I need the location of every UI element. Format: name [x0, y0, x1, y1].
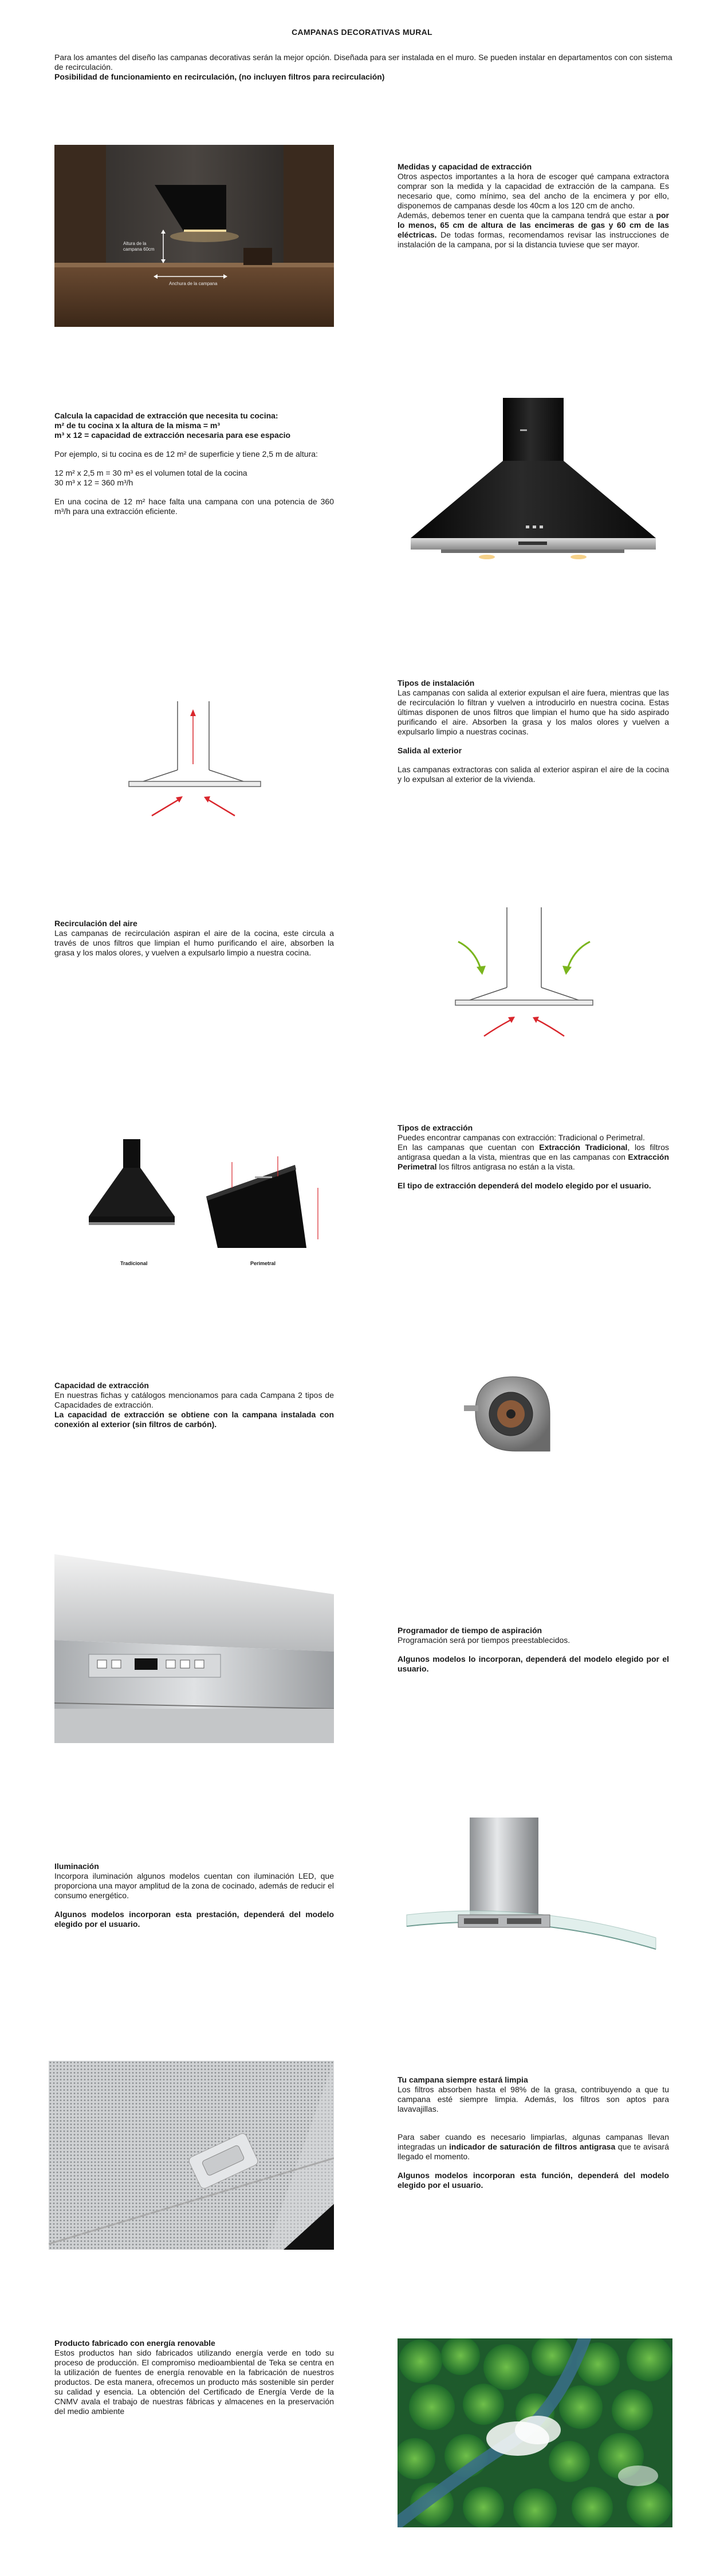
programador-p1: Programación será por tiempos preestablecidos.: [398, 1635, 570, 1645]
energia-heading: Producto fabricado con energía renovable: [54, 2338, 215, 2348]
tipos-instalacion-p1: Las campanas con salida al exterior expulsan el aire fuera, mientras que las de recirculación lo filtran y vuelven a introducirlo en nuestra cocina. Estas últimas disponen de unos filtros que limpian el humo que ha sido aspirado purificando el aire. Absorben la grasa y los malos olores y vuelven a expulsarlo limpio a nuestras cocinas.: [398, 688, 669, 736]
capacidad-heading: Capacidad de extracción: [54, 1381, 149, 1390]
exterior-exhaust-diagram: [112, 696, 284, 827]
section-tipos-extraccion: [398, 1123, 669, 1191]
glass-island-hood-image: [395, 1815, 664, 1981]
section-energia: [54, 2338, 334, 2416]
energia-p1: Estos productos han sido fabricados utilizando energía verde en todo su proceso de producción. El compromiso medioambiental de Teka se centra en la utilización de fuentes de energía renovable en la fabricación de nuestros productos. De esta manera, ofrecemos un producto más sostenible sin perder su calidad y esencia. La obtención del Certificado de Energía Verde de la CNMV avala el trabajo de nuestras fábricas y almacenes en la preservación del medio ambiente: [54, 2348, 334, 2416]
forest-aerial-photo: [398, 2338, 672, 2527]
programador-p2: Algunos modelos lo incorporan, dependerá del modelo elegido por el usuario.: [398, 1654, 669, 1673]
section-recirculacion: [54, 919, 334, 958]
limpieza-p1: Los filtros absorben hasta el 98% de la grasa, contribuyendo a que tu campana esté siempre limpia. Además, los filtros son aptos para lavavajillas.: [398, 2085, 669, 2113]
medidas-p2: Además, debemos tener en cuenta que la campana tendrá que estar a por lo menos, 65 cm de altura de las encimeras de gas y 60 cm de las eléctricas. De todas formas, recomendamos revisar las instrucciones de instalación de la campana, por si la distancia tuviese que ser mayor.: [398, 211, 670, 249]
medidas-p1: Otros aspectos importantes a la hora de escoger qué campana extractora comprar son la medida y la capacidad de extracción de la campana. Es necesario que, como mínimo, sea del ancho de la encimera y por ello, disponemos de campanas desde los 40cm a los 120 cm de ancho.: [398, 172, 669, 210]
calcula-heading: Calcula la capacidad de extracción que necesita tu cocina:: [54, 411, 278, 420]
section-calcula: [54, 411, 334, 516]
page-title: CAMPANAS DECORATIVAS MURAL: [292, 27, 432, 37]
recirculacion-p1: Las campanas de recirculación aspiran el aire de la cocina, este circula a través de unos filtros que limpian el humo purificando el aire, absorben la grasa y los malos olores, y vuelven a expulsarlo limpio a nuestra cocina.: [54, 929, 334, 957]
kitchen-hood-photo: [54, 145, 334, 327]
intro-bold-note: Posibilidad de funcionamiento en recirculación, (no incluyen filtros para recirculación): [54, 72, 385, 81]
intro-text: [54, 53, 676, 82]
iluminacion-heading: Iluminación: [54, 1862, 99, 1871]
iluminacion-p1: Incorpora iluminación algunos modelos cuentan con iluminación LED, que proporciona una mayor amplitud de la zona de cocinado, además de reducir el consumo energético.: [54, 1871, 334, 1900]
section-limpieza: [398, 2075, 669, 2190]
tipos-extraccion-heading: Tipos de extracción: [398, 1123, 473, 1132]
section-medidas: [398, 162, 669, 250]
black-pyramid-hood-image: [389, 389, 676, 578]
limpieza-heading: Tu campana siempre estará limpia: [398, 2075, 528, 2084]
limpieza-p3: Algunos modelos incorporan esta función, dependerá del modelo elegido por el usuario.: [398, 2171, 669, 2190]
calcula-c2: 30 m³ x 12 = 360 m³/h: [54, 478, 133, 487]
section-iluminacion: [54, 1862, 334, 1929]
programador-heading: Programador de tiempo de aspiración: [398, 1626, 542, 1635]
section-tipos-instalacion: [398, 678, 669, 784]
salida-exterior-heading: Salida al exterior: [398, 746, 462, 755]
tipos-extraccion-p2: En las campanas que cuentan con Extracción Tradicional, los filtros antigrasa quedan a la vista, mientras que en las campanas con Extracción Perimetral los filtros antigrasa no están a la vista.: [398, 1143, 669, 1171]
formula-2: m³ x 12 = capacidad de extracción necesaria para ese espacio: [54, 430, 291, 440]
capacidad-p1: En nuestras fichas y catálogos mencionamos para cada Campana 2 tipos de Capacidades de extracción.: [54, 1390, 334, 1409]
iluminacion-p2: Algunos modelos incorporan esta prestación, dependerá del modelo elegido por el usuario.: [54, 1910, 334, 1929]
hood-height-label: Altura de la campana 60cm: [123, 241, 155, 252]
intro-paragraph: Para los amantes del diseño las campanas decorativas serán la mejor opción. Diseñada para ser instalada en el muro. Se pueden instalar en departamentos con con sistema de recirculación.: [54, 53, 672, 72]
motor-blower-image: [458, 1365, 561, 1460]
calcula-p2: En una cocina de 12 m² hace falta una campana con una potencia de 360 m³/h para una extracción eficiente.: [54, 497, 334, 516]
label-tradicional: Tradicional: [120, 1261, 148, 1266]
grease-filter-photo: [49, 2061, 334, 2250]
formula-1: m² de tu cocina x la altura de la misma = m³: [54, 421, 221, 430]
tipos-instalacion-heading: Tipos de instalación: [398, 678, 475, 688]
tipos-extraccion-p3: El tipo de extracción dependerá del modelo elegido por el usuario.: [398, 1181, 651, 1190]
hood-width-label: Anchura de la campana: [169, 281, 218, 286]
capacidad-p2: La capacidad de extracción se obtiene con la campana instalada con conexión al exterior (sin filtros de carbón).: [54, 1410, 334, 1429]
recirculation-diagram: [435, 902, 624, 1050]
label-perimetral: Perimetral: [250, 1261, 276, 1266]
medidas-heading: Medidas y capacidad de extracción: [398, 162, 532, 171]
tipos-extraccion-p1: Puedes encontrar campanas con extracción: Tradicional o Perimetral.: [398, 1133, 645, 1142]
extraction-types-images: [83, 1131, 335, 1274]
salida-exterior-p: Las campanas extractoras con salida al exterior aspiran el aire de la cocina y lo expulsan al exterior de la vivienda.: [398, 765, 669, 784]
limpieza-p2: Para saber cuando es necesario limpiarlas, algunas campanas llevan integradas un indicador de saturación de filtros antigrasa que te avisará llegado el momento.: [398, 2132, 670, 2161]
hood-control-panel-photo: [54, 1554, 334, 1743]
recirculacion-heading: Recirculación del aire: [54, 919, 137, 928]
section-capacidad: [54, 1381, 334, 1429]
calcula-c1: 12 m² x 2,5 m = 30 m³ es el volumen total de la cocina: [54, 468, 247, 477]
section-programador: [398, 1626, 669, 1674]
calcula-p1: Por ejemplo, si tu cocina es de 12 m² de superficie y tiene 2,5 m de altura:: [54, 449, 318, 459]
